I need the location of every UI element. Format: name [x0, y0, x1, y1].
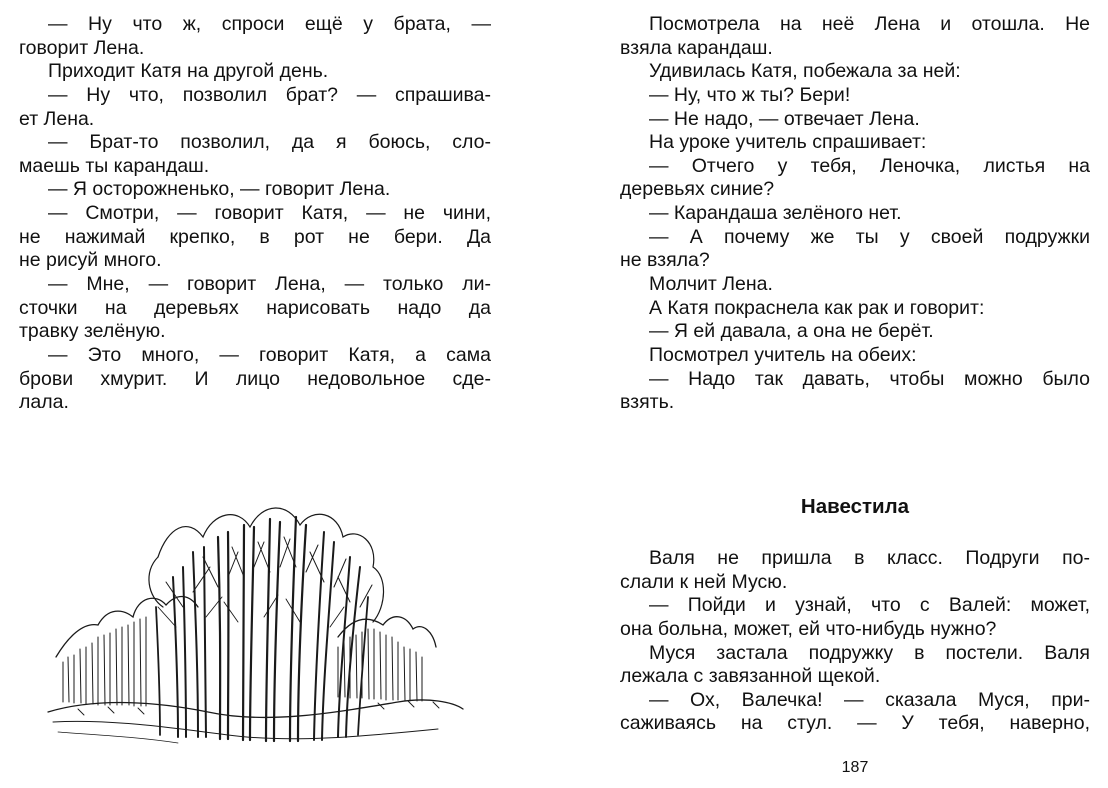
- text-line: не нажимай крепко, в рот не бери. Да: [19, 225, 491, 248]
- text-line: взять.: [620, 391, 675, 414]
- text-line: взяла карандаш.: [620, 36, 773, 59]
- text-line: Молчит Лена.: [649, 273, 773, 296]
- text-line: ет Лена.: [19, 107, 95, 130]
- text-line: слали к ней Мусю.: [620, 570, 788, 593]
- text-line: не взяла?: [620, 249, 710, 272]
- text-line: лала.: [19, 391, 69, 414]
- text-line: — Я ей давала, а она не берёт.: [649, 320, 934, 343]
- right-page-text: [620, 13, 1090, 415]
- text-line: — Ох, Валечка! — сказала Муся, при-: [649, 688, 1090, 711]
- chapter-title: Навестила: [800, 495, 910, 518]
- text-line: — Мне, — говорит Лена, — только ли-: [48, 273, 491, 296]
- text-line: Посмотрела на неё Лена и отошла. Не: [649, 13, 1090, 35]
- text-line: — Карандаша зелёного нет.: [649, 202, 902, 225]
- text-line: травку зелёную.: [19, 320, 166, 343]
- text-line: говорит Лена.: [19, 36, 145, 59]
- forest-illustration: [38, 497, 468, 747]
- text-line: она больна, может, ей что-нибудь нужно?: [620, 617, 997, 640]
- text-line: маешь ты карандаш.: [19, 154, 210, 177]
- text-line: — Ну, что ж ты? Бери!: [649, 83, 851, 106]
- text-line: — А почему же ты у своей подружки: [649, 225, 1090, 248]
- page-number: 187: [841, 759, 869, 776]
- text-line: А Катя покраснела как рак и говорит:: [649, 296, 985, 319]
- text-line: Приходит Катя на другой день.: [48, 60, 329, 83]
- text-line: Муся застала подружку в постели. Валя: [649, 641, 1090, 664]
- text-line: — Ну что, позволил брат? — спрашива-: [48, 83, 491, 106]
- text-line: не рисуй много.: [19, 249, 162, 272]
- text-line: — Отчего у тебя, Леночка, листья на: [649, 154, 1090, 177]
- text-line: — Я осторожненько, — говорит Лена.: [48, 178, 391, 201]
- text-line: — Надо так давать, чтобы можно было: [649, 367, 1090, 390]
- left-page-text: [19, 13, 491, 415]
- chapter-text: [620, 547, 1090, 736]
- text-line: — Это много, — говорит Катя, а сама: [48, 343, 491, 366]
- text-line: саживаясь на стул. — У тебя, наверно,: [620, 712, 1090, 735]
- text-line: деревьях синие?: [620, 178, 775, 201]
- text-line: Удивилась Катя, побежала за ней:: [649, 60, 961, 83]
- text-line: сточки на деревьях нарисовать надо да: [19, 296, 491, 319]
- text-line: — Смотри, — говорит Катя, — не чини,: [48, 202, 491, 225]
- text-line: лежала с завязанной щекой.: [620, 665, 881, 688]
- text-line: Валя не пришла в класс. Подруги по-: [649, 547, 1090, 569]
- text-line: — Пойди и узнай, что с Валей: может,: [649, 594, 1090, 617]
- text-line: На уроке учитель спрашивает:: [649, 131, 927, 154]
- text-line: Посмотрел учитель на обеих:: [649, 343, 917, 366]
- text-line: — Брат-то позволил, да я боюсь, сло-: [48, 131, 491, 154]
- text-line: — Не надо, — отвечает Лена.: [649, 107, 920, 130]
- text-line: брови хмурит. И лицо недовольное сде-: [19, 367, 491, 390]
- text-line: — Ну что ж, спроси ещё у брата, —: [48, 13, 491, 35]
